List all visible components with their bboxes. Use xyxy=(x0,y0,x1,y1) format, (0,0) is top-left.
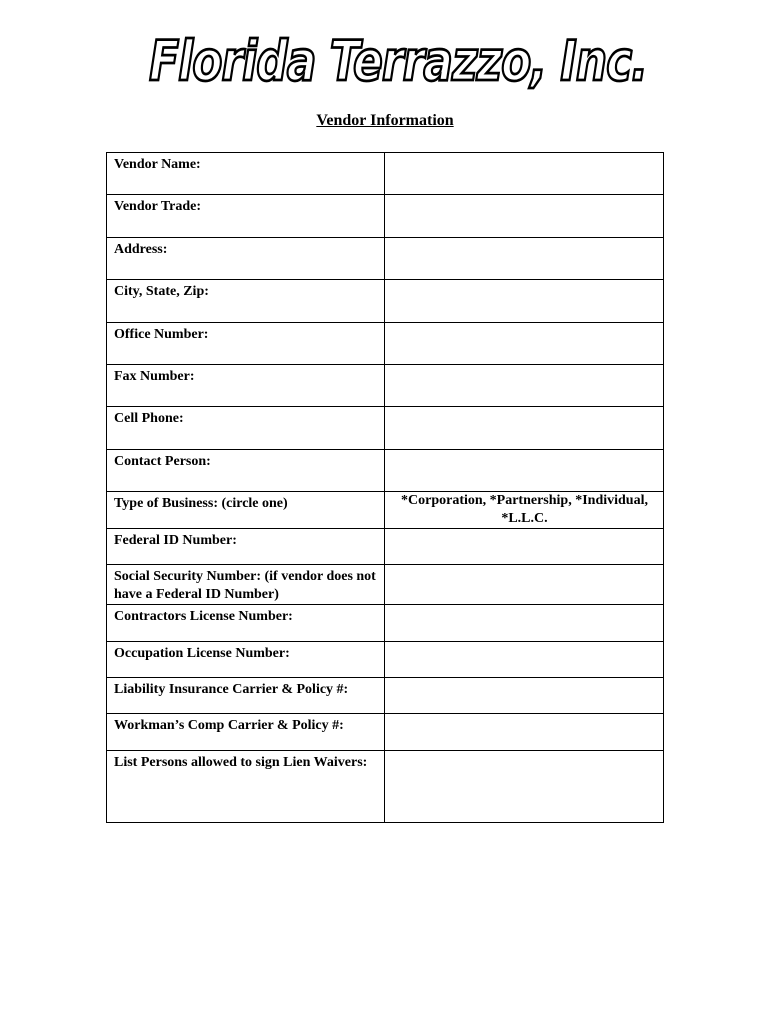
occupation-license-field[interactable] xyxy=(385,641,664,677)
type-of-business-label: Type of Business: (circle one) xyxy=(107,492,385,529)
city-state-zip-field[interactable] xyxy=(385,280,664,322)
workmans-comp-field[interactable] xyxy=(385,714,664,750)
city-state-zip-label: City, State, Zip: xyxy=(107,280,385,322)
cell-phone-label: Cell Phone: xyxy=(107,407,385,449)
form-row xyxy=(107,529,664,565)
form-row xyxy=(107,565,664,605)
form-row xyxy=(107,750,664,822)
vendor-name-label: Vendor Name: xyxy=(107,153,385,195)
cell-phone-field[interactable] xyxy=(385,407,664,449)
form-row xyxy=(107,280,664,322)
fax-number-field[interactable] xyxy=(385,364,664,406)
vendor-information-form xyxy=(106,152,664,823)
occupation-license-label: Occupation License Number: xyxy=(107,641,385,677)
office-number-label: Office Number: xyxy=(107,322,385,364)
page-title: Vendor Information xyxy=(316,112,454,129)
form-row xyxy=(107,237,664,279)
logo-text: Florida Terrazzo, Inc. xyxy=(149,30,647,94)
form-row xyxy=(107,641,664,677)
workmans-comp-label: Workman’s Comp Carrier & Policy #: xyxy=(107,714,385,750)
address-field[interactable] xyxy=(385,237,664,279)
contact-person-field[interactable] xyxy=(385,449,664,491)
contractors-license-label: Contractors License Number: xyxy=(107,605,385,641)
type-of-business-options[interactable]: *Corporation, *Partnership, *Individual, *L.L.C. xyxy=(385,492,664,529)
lien-waiver-signers-field[interactable] xyxy=(385,750,664,822)
form-row xyxy=(107,678,664,714)
office-number-field[interactable] xyxy=(385,322,664,364)
vendor-trade-label: Vendor Trade: xyxy=(107,195,385,237)
form-row xyxy=(107,364,664,406)
form-row xyxy=(107,714,664,750)
vendor-trade-field[interactable] xyxy=(385,195,664,237)
form-row xyxy=(107,195,664,237)
vendor-name-field[interactable] xyxy=(385,153,664,195)
social-security-label: Social Security Number: (if vendor does not have a Federal ID Number) xyxy=(107,565,385,605)
form-row xyxy=(107,153,664,195)
social-security-field[interactable] xyxy=(385,565,664,605)
address-label: Address: xyxy=(107,237,385,279)
federal-id-label: Federal ID Number: xyxy=(107,529,385,565)
form-row xyxy=(107,449,664,491)
contact-person-label: Contact Person: xyxy=(107,449,385,491)
federal-id-field[interactable] xyxy=(385,529,664,565)
form-row xyxy=(107,492,664,529)
liability-insurance-label: Liability Insurance Carrier & Policy #: xyxy=(107,678,385,714)
lien-waiver-signers-label: List Persons allowed to sign Lien Waivers: xyxy=(107,750,385,822)
contractors-license-field[interactable] xyxy=(385,605,664,641)
form-row xyxy=(107,322,664,364)
company-logo xyxy=(0,30,770,100)
liability-insurance-field[interactable] xyxy=(385,678,664,714)
form-row xyxy=(107,407,664,449)
fax-number-label: Fax Number: xyxy=(107,364,385,406)
form-row xyxy=(107,605,664,641)
